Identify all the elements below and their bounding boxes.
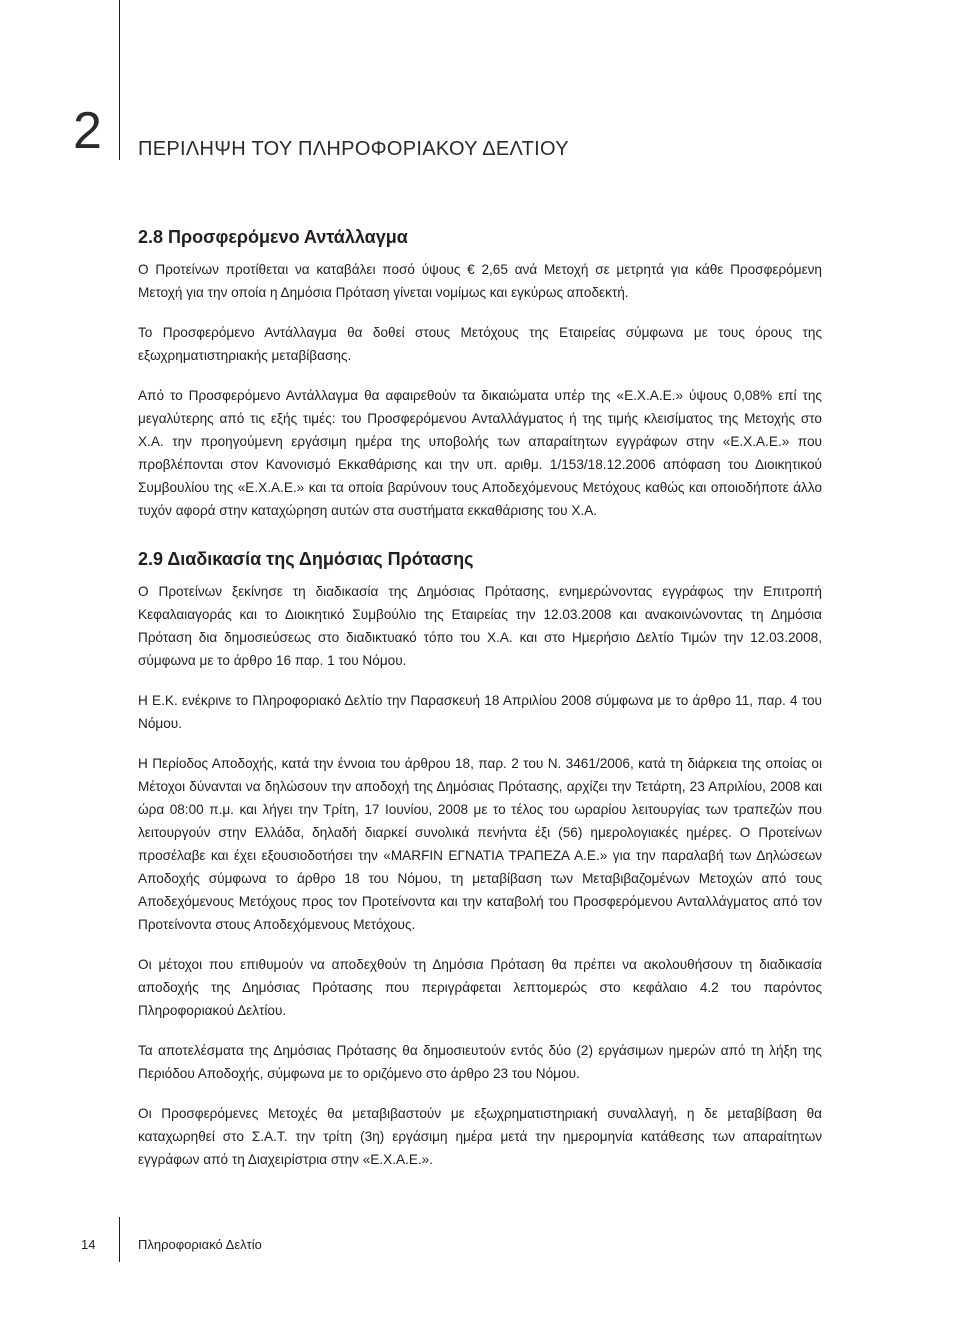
paragraph: Οι μέτοχοι που επιθυμούν να αποδεχθούν τη Δημόσια Πρόταση θα πρέπει να ακολουθήσουν τη διαδικασία αποδοχής της Δημόσιας Πρότασης που περιγράφεται λεπτομερώς στο κεφάλαιο 4.2 του παρόντος Πληροφοριακού Δελτίου.: [138, 957, 822, 1018]
chapter-title: ΠΕΡΙΛΗΨΗ ΤΟΥ ΠΛΗΡΟΦΟΡΙΑΚΟΥ ΔΕΛΤΙΟΥ: [138, 138, 569, 160]
footer-title: Πληροφοριακό Δελτίο: [138, 1237, 262, 1252]
page-number: 14: [81, 1237, 96, 1252]
chapter-number: 2: [73, 102, 102, 160]
section-2-9: [138, 544, 822, 1171]
section-2-8: [138, 222, 822, 522]
paragraph: Από το Προσφερόμενο Αντάλλαγμα θα αφαιρεθούν τα δικαιώματα υπέρ της «Ε.Χ.Α.Ε.» ύψους 0,08% επί της μεγαλύτερης από τις εξής τιμές: του Προσφερόμενου Ανταλλάγματος ή της τιμής κλεισίματος της Μετοχής στο Χ.Α. την προηγούμενη εργάσιμη ημέρα της υποβολής των απαραίτητων εγγράφων στην «Ε.Χ.Α.Ε.» που προβλέπονται στον Κανονισμό Εκκαθάρισης και την υπ. αριθμ. 1/153/18.12.2006 απόφαση του Διοικητικού Συμβουλίου της «Ε.Χ.Α.Ε.» και τα οποία βαρύνουν τους Αποδεχόμενους Μετόχους καθώς και οποιοδήποτε άλλο τυχόν αφορά στην καταχώρηση αυτών στα συστήματα εκκαθάρισης του Χ.Α.: [138, 388, 822, 518]
paragraph: Η Ε.Κ. ενέκρινε το Πληροφοριακό Δελτίο την Παρασκευή 18 Απριλίου 2008 σύμφωνα με το άρθρο 11, παρ. 4 του Νόμου.: [138, 693, 822, 731]
chapter-divider-line: [119, 0, 120, 160]
section-heading: 2.9 Διαδικασία της Δημόσιας Πρότασης: [138, 549, 474, 569]
paragraph: Η Περίοδος Αποδοχής, κατά την έννοια του άρθρου 18, παρ. 2 του Ν. 3461/2006, κατά τη διάρκεια της οποίας οι Μέτοχοι δύνανται να δηλώσουν την αποδοχή της Δημόσιας Πρότασης, αρχίζει την Τετάρτη, 23 Απριλίου, 2008 και ώρα 08:00 π.μ. και λήγει την Τρίτη, 17 Ιουνίου, 2008 με το τέλος του ωραρίου λειτουργίας των τραπεζών που λειτουργούν στην Ελλάδα, δηλαδή διαρκεί συνολικά πενήντα έξι (56) ημερολογιακές ημέρες. Ο Προτείνων προσέλαβε και έχει εξουσιοδοτήσει την «MARFIN ΕΓΝΑΤΙΑ ΤΡΑΠΕΖΑ Α.Ε.» για την παραλαβή των Δηλώσεων Αποδοχής σύμφωνα το άρθρο 18 του Νόμου, τη μεταβίβαση των Μεταβιβαζομένων Μετοχών από τους Αποδεχόμενους Μετόχους προς τον Προτείνοντα και την καταβολή του Προσφερόμενου Ανταλλάγματος από τον Προτείνοντα στους Αποδεχόμενους Μετόχους.: [138, 756, 822, 932]
paragraph: Τα αποτελέσματα της Δημόσιας Πρότασης θα δημοσιευτούν εντός δύο (2) εργάσιμων ημερών από τη λήξη της Περιόδου Αποδοχής, σύμφωνα με το οριζόμενο στο άρθρο 23 του Νόμου.: [138, 1043, 822, 1081]
paragraph: Το Προσφερόμενο Αντάλλαγμα θα δοθεί στους Μετόχους της Εταιρείας σύμφωνα με τους όρους της εξωχρηματιστηριακής μεταβίβασης.: [138, 325, 822, 363]
section-heading: 2.8 Προσφερόμενο Αντάλλαγμα: [138, 227, 408, 247]
footer-divider-line: [119, 1217, 120, 1262]
paragraph: Ο Προτείνων ξεκίνησε τη διαδικασία της Δημόσιας Πρότασης, ενημερώνοντας εγγράφως την Επιτροπή Κεφαλαιαγοράς και το Διοικητικό Συμβούλιο της Εταιρείας την 12.03.2008 και ανακοινώνοντας τη Δημόσια Πρόταση δια δημοσιεύσεως στο διαδικτυακό τόπο του Χ.Α. και στο Ημερήσιο Δελτίο Τιμών την 12.03.2008, σύμφωνα με το άρθρο 16 παρ. 1 του Νόμου.: [138, 584, 822, 668]
paragraph: Ο Προτείνων προτίθεται να καταβάλει ποσό ύψους € 2,65 ανά Μετοχή σε μετρητά για κάθε Προσφερόμενη Μετοχή για την οποία η Δημόσια Πρόταση γίνεται νομίμως και εγκύρως αποδεκτή.: [138, 262, 822, 300]
page-content: [138, 222, 822, 1188]
paragraph: Οι Προσφερόμενες Μετοχές θα μεταβιβαστούν με εξωχρηματιστηριακή συναλλαγή, η δε μεταβίβαση θα καταχωρηθεί στο Σ.Α.Τ. την τρίτη (3η) εργάσιμη ημέρα μετά την ημερομηνία κατάθεσης των απαραίτητων εγγράφων από τη Διαχειρίστρια στην «Ε.Χ.Α.Ε.».: [138, 1106, 822, 1167]
